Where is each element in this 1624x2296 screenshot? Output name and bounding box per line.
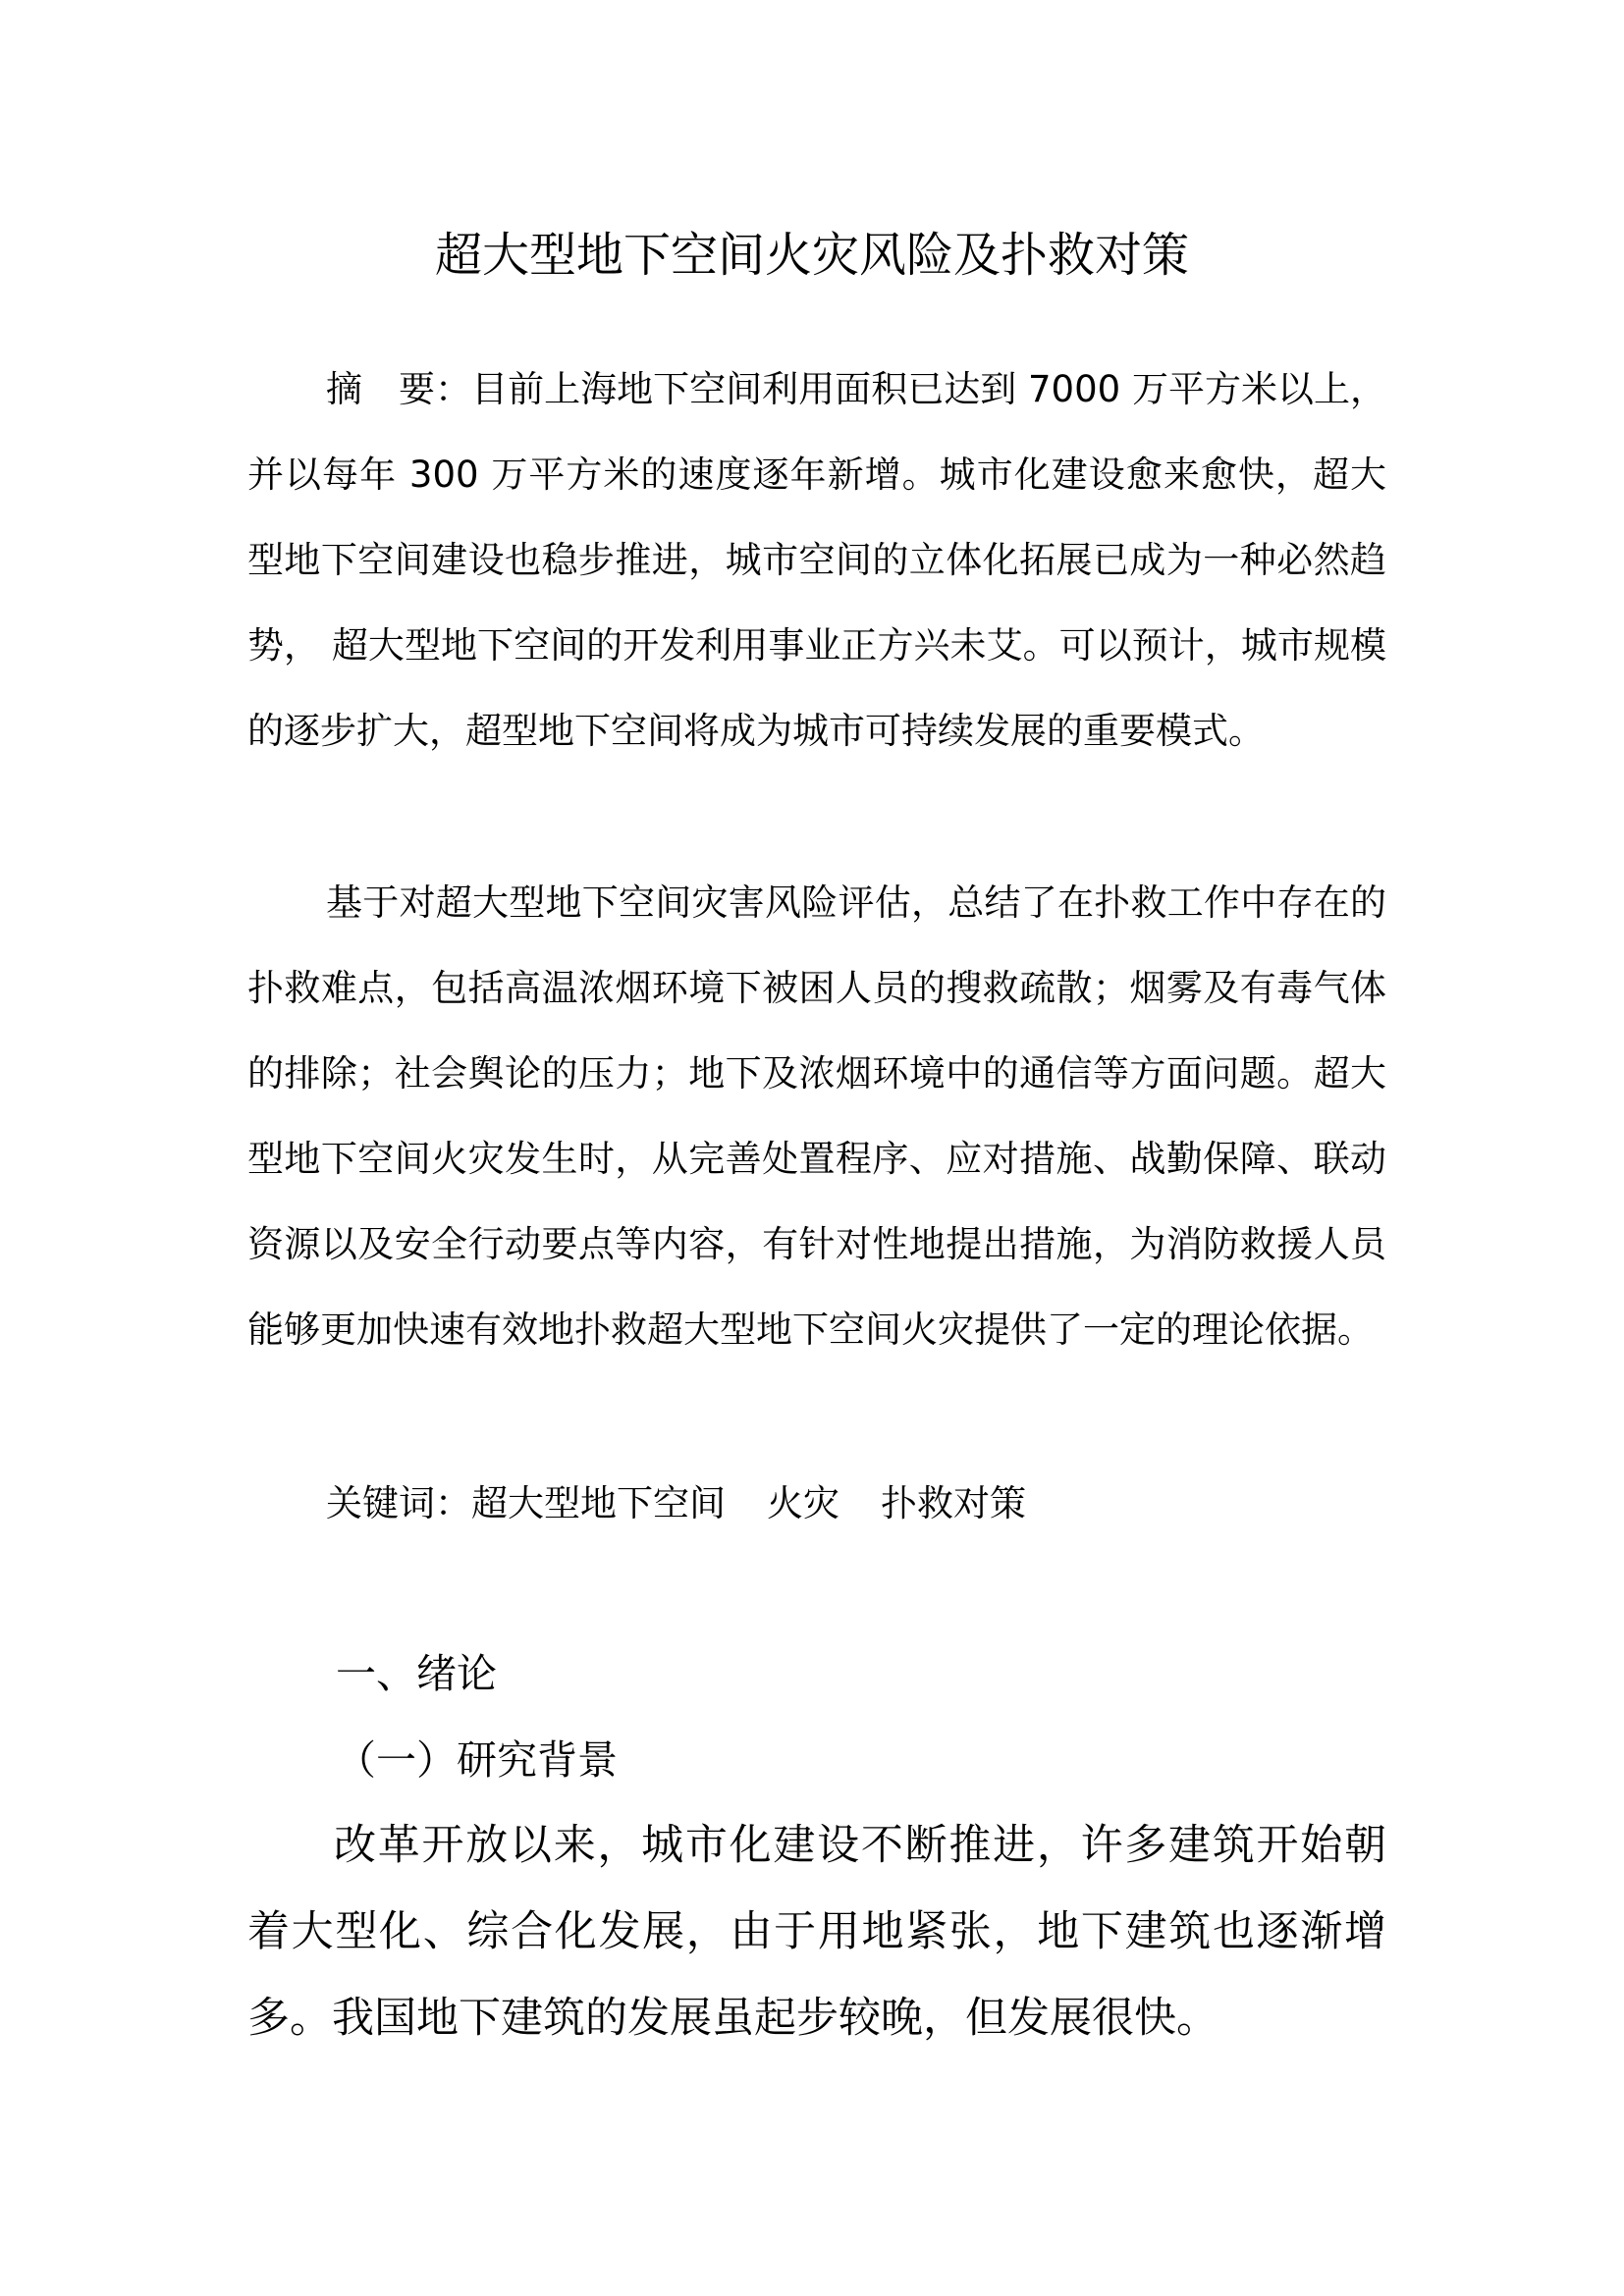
keyword-item: 火灾 bbox=[767, 1482, 839, 1524]
abstract-second-section bbox=[247, 860, 1386, 1372]
intro-paragraph: 改革开放以来，城市化建设不断推进，许多建筑开始朝着大型化、综合化发展，由于用地紧张，地下建筑也逐渐增多。我国地下建筑的发展虽起步较晚，但发展很快。 bbox=[247, 1821, 1386, 2043]
keywords-label: 关键词： bbox=[326, 1482, 471, 1524]
abstract-label bbox=[326, 368, 471, 410]
abstract-section bbox=[247, 347, 1386, 774]
abstract-label-second: 要： bbox=[399, 368, 472, 410]
abstract-second-paragraph: 基于对超大型地下空间灾害风险评估，总结了在扑救工作中存在的扑救难点，包括高温浓烟环境下被困人员的搜救疏散；烟雾及有毒气体的排除；社会舆论的压力；地下及浓烟环境中的通信等方面问题。超大型地下空间火灾发生时，从完善处置程序、应对措施、战勤保障、联动资源以及安全行动要点等内容，有针对性地提出措施，为消防救援人员能够更加快速有效地扑救超大型地下空间火灾提供了一定的理论依据。 bbox=[247, 881, 1386, 1351]
section-heading: 一、绪论 bbox=[336, 1650, 497, 1697]
abstract-text: 目前上海地下空间利用面积已达到 7000 万平方米以上，并以每年 300 万平方米的速度逐年新增。城市化建设愈来愈快，超大型地下空间建设也稳步推进，城市空间的立体化拓展已成为一种必然趋势， 超大型地下空间的开发利用事业正方兴未艾。可以预计，城市规模的逐步扩大，超型地下空间将成为城市可持续发展的重要模式。 bbox=[247, 368, 1387, 752]
abstract-label-first: 摘 bbox=[326, 368, 363, 410]
subsection-heading: （一）研究背景 bbox=[336, 1736, 618, 1784]
intro-section bbox=[247, 1802, 1386, 2061]
document-title: 超大型地下空间火灾风险及扑救对策 bbox=[434, 228, 1189, 283]
abstract-paragraph bbox=[247, 347, 1386, 774]
keyword-item: 扑救对策 bbox=[881, 1482, 1026, 1524]
keywords-line bbox=[326, 1461, 1026, 1546]
keyword-item: 超大型地下空间 bbox=[471, 1482, 726, 1524]
